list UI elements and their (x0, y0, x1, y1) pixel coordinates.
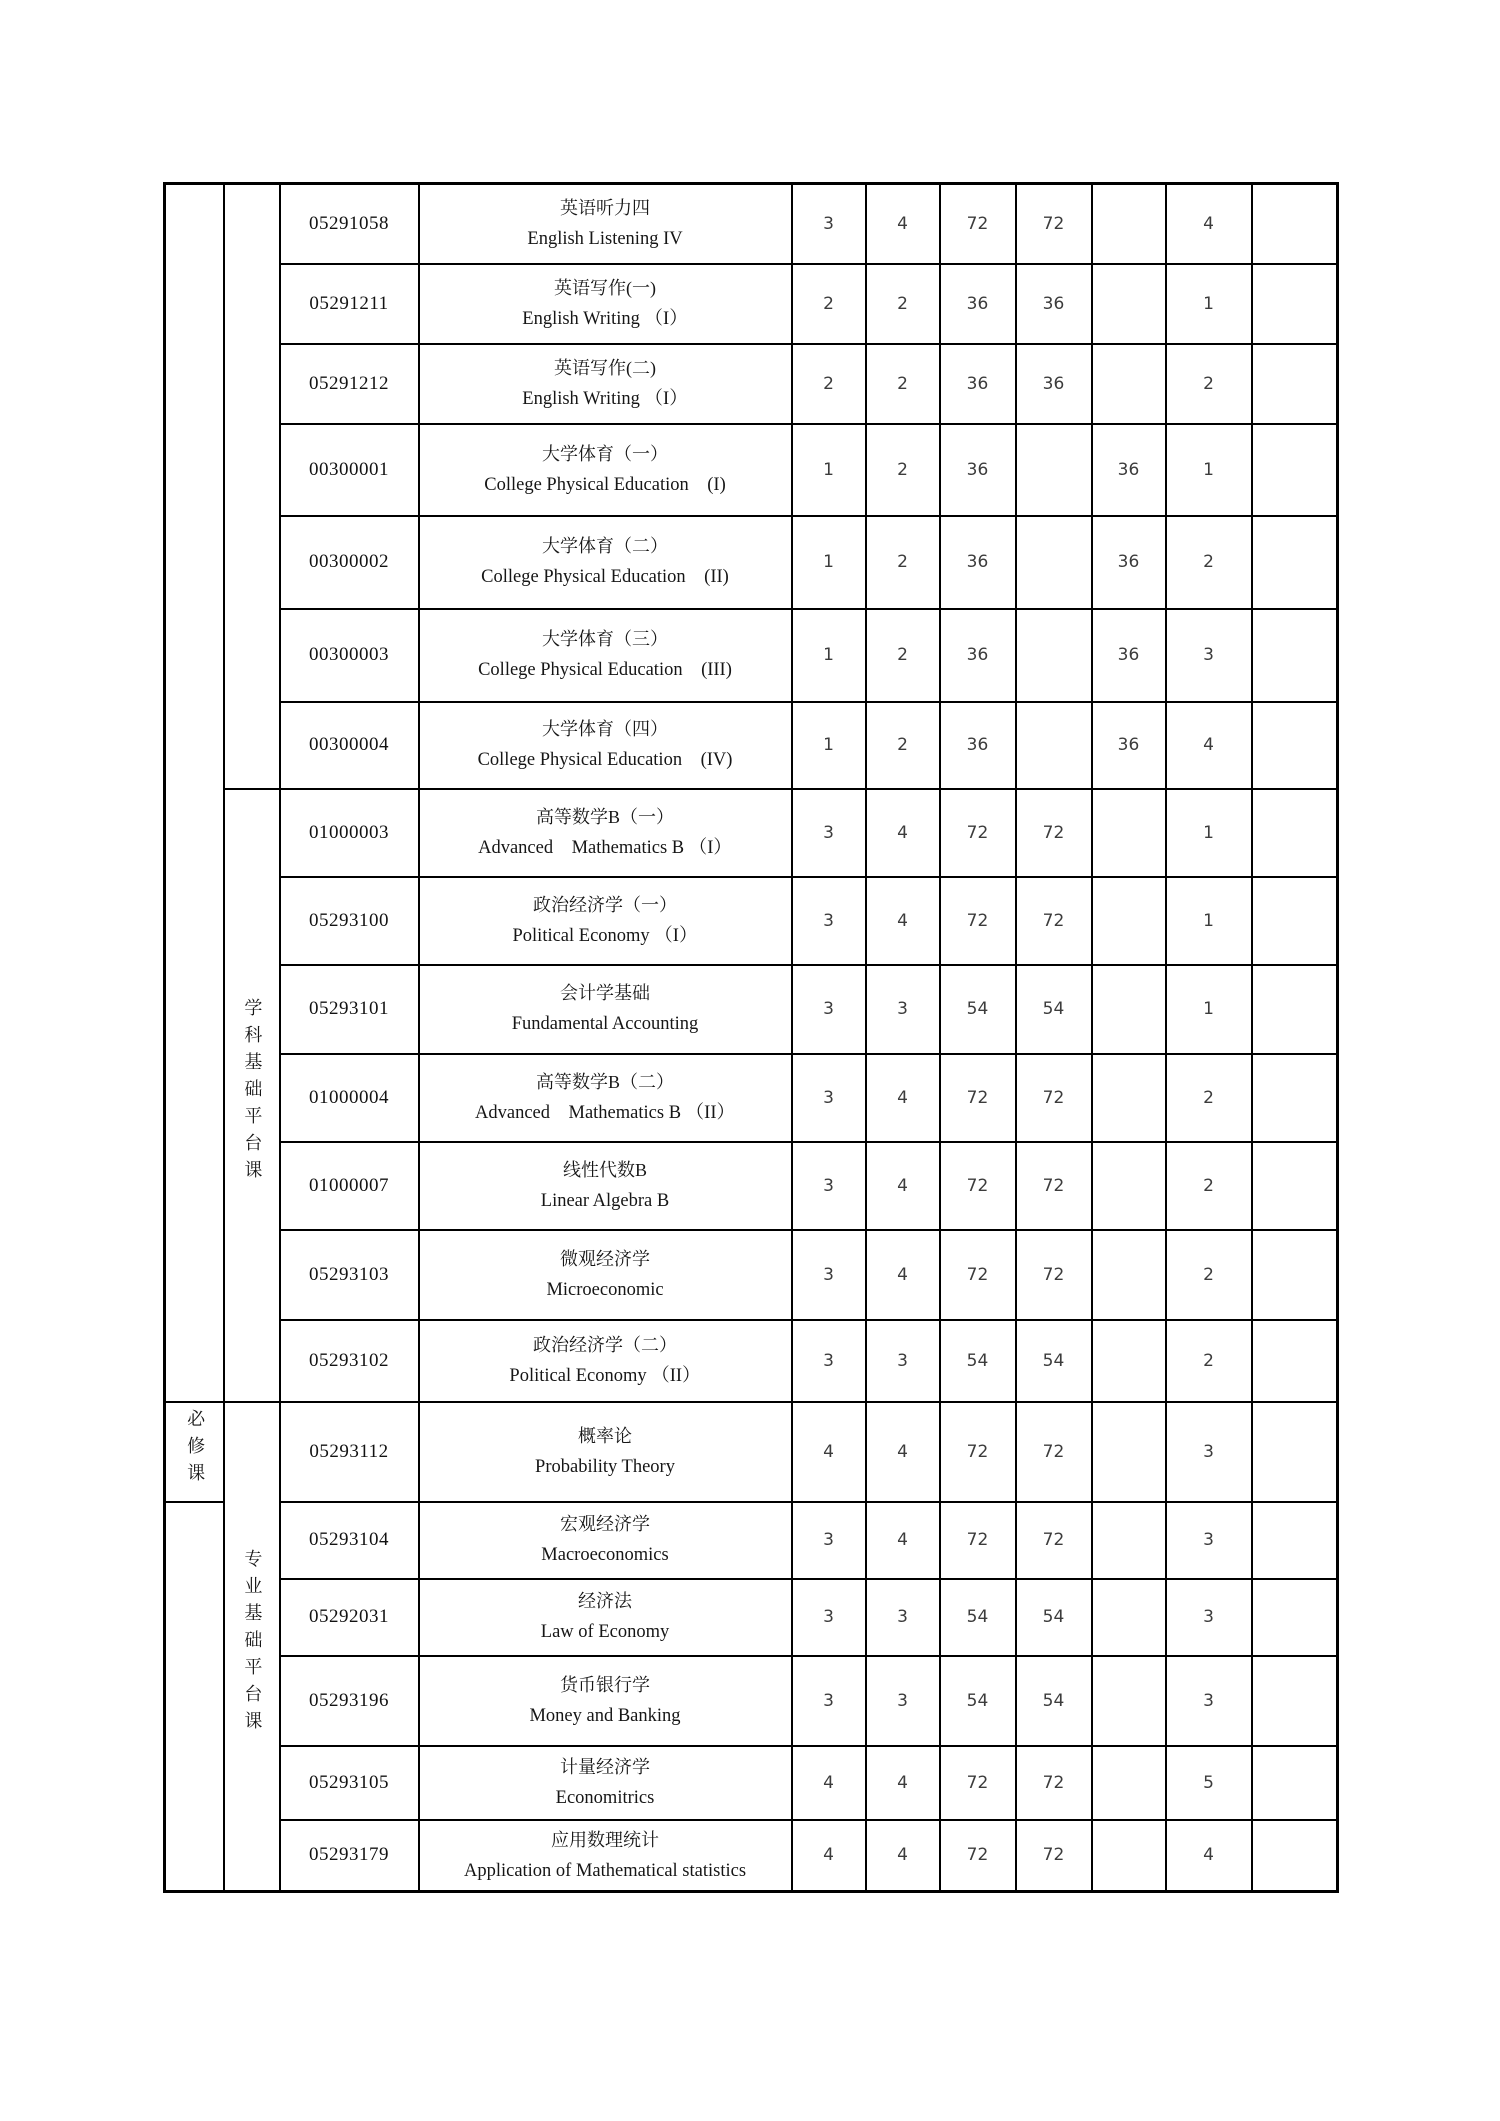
course-code-cell: 05292031 (280, 1579, 419, 1656)
remark-cell (1252, 184, 1338, 264)
course-name-en: Money and Banking (529, 1705, 681, 1726)
course-name-en: College Physical Education (III) (478, 660, 732, 681)
remark-cell (1252, 877, 1338, 965)
credit-cell: 4 (792, 1820, 866, 1892)
table-row (165, 1230, 1338, 1320)
semester-cell: 1 (1166, 424, 1252, 516)
course-name-cell (419, 1656, 792, 1746)
weekly-hours-cell: 3 (866, 1656, 940, 1746)
weekly-hours-cell: 2 (866, 344, 940, 424)
practice-hours-cell (1092, 1230, 1166, 1320)
course-name-zh: 英语听力四 (560, 198, 650, 218)
total-hours-cell: 72 (940, 877, 1016, 965)
group-cell (224, 1402, 280, 1892)
semester-cell: 3 (1166, 1579, 1252, 1656)
lecture-hours-cell: 72 (1016, 1142, 1092, 1230)
weekly-hours-cell: 2 (866, 702, 940, 789)
course-name-zh: 经济法 (578, 1591, 632, 1612)
semester-cell: 2 (1166, 1320, 1252, 1402)
course-name-zh: 大学体育（三） (542, 629, 668, 650)
course-name-cell (419, 1579, 792, 1656)
total-hours-cell: 72 (940, 184, 1016, 264)
course-code-cell: 05293104 (280, 1502, 419, 1579)
semester-cell: 4 (1166, 1820, 1252, 1892)
practice-hours-cell (1092, 965, 1166, 1054)
total-hours-cell: 72 (940, 1820, 1016, 1892)
course-code-cell: 05293179 (280, 1820, 419, 1892)
lecture-hours-cell (1016, 609, 1092, 702)
course-name-zh: 线性代数B (562, 1159, 647, 1180)
remark-cell (1252, 1402, 1338, 1502)
lecture-hours-cell: 36 (1016, 344, 1092, 424)
course-name-cell (419, 264, 792, 344)
semester-cell: 2 (1166, 1054, 1252, 1142)
semester-cell: 4 (1166, 702, 1252, 789)
semester-cell: 1 (1166, 264, 1252, 344)
course-name-en: Law of Economy (540, 1622, 670, 1643)
table-row (165, 1054, 1338, 1142)
total-hours-cell: 36 (940, 344, 1016, 424)
group-cell (224, 184, 280, 789)
credit-cell: 4 (792, 1746, 866, 1820)
total-hours-cell: 72 (940, 1054, 1016, 1142)
course-code-cell: 05291058 (280, 184, 419, 264)
course-name-cell (419, 1820, 792, 1892)
practice-hours-cell (1092, 789, 1166, 877)
lecture-hours-cell: 54 (1016, 1320, 1092, 1402)
semester-cell: 2 (1166, 1142, 1252, 1230)
practice-hours-cell: 36 (1092, 424, 1166, 516)
lecture-hours-cell: 72 (1016, 184, 1092, 264)
credit-cell: 3 (792, 877, 866, 965)
course-name-zh: 英语写作(一) (554, 277, 656, 298)
semester-cell: 2 (1166, 1230, 1252, 1320)
course-code-cell: 05293102 (280, 1320, 419, 1402)
course-code-cell: 05293100 (280, 877, 419, 965)
table-row (165, 1656, 1338, 1746)
table-row (165, 965, 1338, 1054)
group-cell (224, 789, 280, 1402)
course-name-zh: 宏观经济学 (560, 1514, 650, 1535)
table-row (165, 1402, 1338, 1502)
weekly-hours-cell: 4 (866, 1054, 940, 1142)
table-row (165, 424, 1338, 516)
credit-cell: 1 (792, 609, 866, 702)
remark-cell (1252, 264, 1338, 344)
credit-cell: 3 (792, 184, 866, 264)
table-row (165, 184, 1338, 264)
remark-cell (1252, 1054, 1338, 1142)
remark-cell (1252, 1230, 1338, 1320)
remark-cell (1252, 702, 1338, 789)
course-name-zh: 政治经济学（一） (533, 894, 677, 915)
practice-hours-cell (1092, 1402, 1166, 1502)
course-code-cell: 00300003 (280, 609, 419, 702)
course-name-en: Political Economy （II） (509, 1365, 701, 1386)
table-row (165, 1142, 1338, 1230)
credit-cell: 3 (792, 1142, 866, 1230)
weekly-hours-cell: 4 (866, 789, 940, 877)
practice-hours-cell (1092, 1502, 1166, 1579)
course-name-zh: 应用数理统计 (551, 1829, 659, 1850)
practice-hours-cell (1092, 344, 1166, 424)
course-name-cell (419, 702, 792, 789)
remark-cell (1252, 1502, 1338, 1579)
weekly-hours-cell: 4 (866, 1142, 940, 1230)
table-row (165, 516, 1338, 609)
lecture-hours-cell: 72 (1016, 1230, 1092, 1320)
practice-hours-cell (1092, 1579, 1166, 1656)
semester-cell: 3 (1166, 1656, 1252, 1746)
table-row (165, 1746, 1338, 1820)
weekly-hours-cell: 4 (866, 184, 940, 264)
total-hours-cell: 36 (940, 609, 1016, 702)
course-name-zh: 大学体育（二） (542, 536, 668, 557)
semester-cell: 3 (1166, 609, 1252, 702)
credit-cell: 3 (792, 965, 866, 1054)
weekly-hours-cell: 4 (866, 877, 940, 965)
credit-cell: 2 (792, 264, 866, 344)
credit-cell: 3 (792, 1656, 866, 1746)
course-name-en: Microeconomic (546, 1279, 664, 1300)
course-code-cell: 05293112 (280, 1402, 419, 1502)
credit-cell: 3 (792, 1579, 866, 1656)
credit-cell: 3 (792, 1230, 866, 1320)
weekly-hours-cell: 4 (866, 1230, 940, 1320)
course-name-cell (419, 1320, 792, 1402)
total-hours-cell: 54 (940, 1320, 1016, 1402)
credit-cell: 2 (792, 344, 866, 424)
table-row (165, 264, 1338, 344)
course-name-en: College Physical Education (I) (484, 474, 726, 495)
table-row (165, 344, 1338, 424)
course-name-cell (419, 184, 792, 264)
total-hours-cell: 72 (940, 1746, 1016, 1820)
table-row (165, 789, 1338, 877)
semester-cell: 2 (1166, 516, 1252, 609)
lecture-hours-cell: 72 (1016, 1746, 1092, 1820)
total-hours-cell: 72 (940, 789, 1016, 877)
credit-cell: 4 (792, 1402, 866, 1502)
total-hours-cell: 54 (940, 1656, 1016, 1746)
lecture-hours-cell: 54 (1016, 965, 1092, 1054)
lecture-hours-cell (1016, 424, 1092, 516)
credit-cell: 1 (792, 424, 866, 516)
course-code-cell: 05293196 (280, 1656, 419, 1746)
lecture-hours-cell (1016, 702, 1092, 789)
course-name-cell (419, 1402, 792, 1502)
weekly-hours-cell: 2 (866, 516, 940, 609)
course-name-cell (419, 789, 792, 877)
weekly-hours-cell: 4 (866, 1820, 940, 1892)
semester-cell: 1 (1166, 965, 1252, 1054)
course-name-zh: 高等数学B（一） (535, 806, 674, 827)
course-name-cell (419, 877, 792, 965)
remark-cell (1252, 789, 1338, 877)
course-name-cell (419, 965, 792, 1054)
lecture-hours-cell: 72 (1016, 789, 1092, 877)
lecture-hours-cell: 54 (1016, 1579, 1092, 1656)
course-name-en: Probability Theory (535, 1456, 675, 1477)
remark-cell (1252, 424, 1338, 516)
practice-hours-cell: 36 (1092, 702, 1166, 789)
total-hours-cell: 72 (940, 1502, 1016, 1579)
course-code-cell: 01000007 (280, 1142, 419, 1230)
practice-hours-cell (1092, 1820, 1166, 1892)
group-label: 学科基础平台课 (242, 998, 263, 1187)
remark-cell (1252, 1820, 1338, 1892)
remark-cell (1252, 1579, 1338, 1656)
total-hours-cell: 36 (940, 516, 1016, 609)
practice-hours-cell: 36 (1092, 609, 1166, 702)
course-name-cell (419, 1746, 792, 1820)
table-row (165, 1820, 1338, 1892)
category-cell (165, 184, 224, 1402)
practice-hours-cell (1092, 1142, 1166, 1230)
course-code-cell: 05293103 (280, 1230, 419, 1320)
remark-cell (1252, 609, 1338, 702)
course-code-cell: 05291212 (280, 344, 419, 424)
course-code-cell: 05293105 (280, 1746, 419, 1820)
course-name-cell (419, 1502, 792, 1579)
total-hours-cell: 72 (940, 1142, 1016, 1230)
table-row (165, 877, 1338, 965)
credit-cell: 3 (792, 1320, 866, 1402)
semester-cell: 2 (1166, 344, 1252, 424)
remark-cell (1252, 344, 1338, 424)
lecture-hours-cell: 72 (1016, 1054, 1092, 1142)
credit-cell: 3 (792, 1054, 866, 1142)
remark-cell (1252, 1656, 1338, 1746)
course-name-cell (419, 1142, 792, 1230)
course-name-zh: 计量经济学 (560, 1756, 650, 1777)
course-name-cell (419, 516, 792, 609)
practice-hours-cell (1092, 1320, 1166, 1402)
remark-cell (1252, 1142, 1338, 1230)
group-label: 专业基础平台课 (242, 1549, 263, 1739)
category-label: 必修课 (185, 1408, 206, 1490)
remark-cell (1252, 1746, 1338, 1820)
course-name-en: Advanced Mathematics B （I） (478, 837, 732, 858)
semester-cell: 1 (1166, 877, 1252, 965)
course-name-zh: 微观经济学 (560, 1248, 650, 1269)
weekly-hours-cell: 4 (866, 1746, 940, 1820)
curriculum-table (163, 182, 1339, 1893)
lecture-hours-cell: 54 (1016, 1656, 1092, 1746)
course-name-en: English Listening IV (527, 229, 683, 249)
semester-cell: 4 (1166, 184, 1252, 264)
course-name-cell (419, 609, 792, 702)
weekly-hours-cell: 4 (866, 1502, 940, 1579)
practice-hours-cell (1092, 264, 1166, 344)
lecture-hours-cell: 72 (1016, 1502, 1092, 1579)
practice-hours-cell (1092, 1054, 1166, 1142)
table-row (165, 609, 1338, 702)
total-hours-cell: 36 (940, 264, 1016, 344)
course-code-cell: 00300001 (280, 424, 419, 516)
total-hours-cell: 36 (940, 702, 1016, 789)
total-hours-cell: 72 (940, 1402, 1016, 1502)
course-name-zh: 政治经济学（二） (533, 1334, 677, 1355)
course-name-cell (419, 1230, 792, 1320)
total-hours-cell: 54 (940, 965, 1016, 1054)
course-code-cell: 01000004 (280, 1054, 419, 1142)
course-code-cell: 00300004 (280, 702, 419, 789)
lecture-hours-cell (1016, 516, 1092, 609)
course-name-en: Advanced Mathematics B （II） (475, 1102, 735, 1123)
course-name-en: English Writing （I） (522, 388, 688, 409)
lecture-hours-cell: 36 (1016, 264, 1092, 344)
table-row (165, 702, 1338, 789)
credit-cell: 3 (792, 1502, 866, 1579)
course-name-cell (419, 1054, 792, 1142)
course-name-en: English Writing （I） (522, 308, 688, 329)
course-name-en: Application of Mathematical statistics (463, 1860, 747, 1881)
weekly-hours-cell: 4 (866, 1402, 940, 1502)
course-name-en: College Physical Education (II) (481, 567, 729, 588)
course-code-cell: 01000003 (280, 789, 419, 877)
credit-cell: 3 (792, 789, 866, 877)
course-code-cell: 05291211 (280, 264, 419, 344)
weekly-hours-cell: 3 (866, 1320, 940, 1402)
lecture-hours-cell: 72 (1016, 877, 1092, 965)
course-name-en: College Physical Education (IV) (477, 750, 733, 771)
course-name-zh: 货币银行学 (560, 1674, 650, 1695)
course-name-zh: 英语写作(二) (554, 357, 656, 378)
course-name-zh: 大学体育（一） (542, 443, 668, 464)
course-name-en: Macroeconomics (541, 1545, 669, 1566)
remark-cell (1252, 1320, 1338, 1402)
course-name-cell (419, 424, 792, 516)
lecture-hours-cell: 72 (1016, 1402, 1092, 1502)
total-hours-cell: 72 (940, 1230, 1016, 1320)
course-name-en: Political Economy （I） (512, 925, 698, 946)
remark-cell (1252, 516, 1338, 609)
course-name-zh: 会计学基础 (560, 983, 650, 1004)
course-name-en: Fundamental Accounting (511, 1014, 699, 1035)
category-cell (165, 1402, 224, 1502)
table-row (165, 1502, 1338, 1579)
practice-hours-cell (1092, 1656, 1166, 1746)
weekly-hours-cell: 3 (866, 1579, 940, 1656)
weekly-hours-cell: 2 (866, 264, 940, 344)
total-hours-cell: 36 (940, 424, 1016, 516)
course-name-en: Linear Algebra B (540, 1190, 670, 1211)
semester-cell: 5 (1166, 1746, 1252, 1820)
remark-cell (1252, 965, 1338, 1054)
weekly-hours-cell: 2 (866, 609, 940, 702)
weekly-hours-cell: 3 (866, 965, 940, 1054)
course-name-zh: 概率论 (578, 1425, 632, 1446)
total-hours-cell: 54 (940, 1579, 1016, 1656)
course-name-en: Economitrics (555, 1787, 655, 1808)
semester-cell: 1 (1166, 789, 1252, 877)
course-code-cell: 05293101 (280, 965, 419, 1054)
practice-hours-cell (1092, 1746, 1166, 1820)
table-row (165, 1320, 1338, 1402)
practice-hours-cell: 36 (1092, 516, 1166, 609)
weekly-hours-cell: 2 (866, 424, 940, 516)
course-name-cell (419, 344, 792, 424)
credit-cell: 1 (792, 702, 866, 789)
course-name-zh: 高等数学B（二） (535, 1071, 674, 1092)
semester-cell: 3 (1166, 1502, 1252, 1579)
category-cell (165, 1502, 224, 1892)
lecture-hours-cell: 72 (1016, 1820, 1092, 1892)
table-row (165, 1579, 1338, 1656)
semester-cell: 3 (1166, 1402, 1252, 1502)
practice-hours-cell (1092, 877, 1166, 965)
practice-hours-cell (1092, 184, 1166, 264)
credit-cell: 1 (792, 516, 866, 609)
course-code-cell: 00300002 (280, 516, 419, 609)
course-name-zh: 大学体育（四） (542, 719, 668, 740)
